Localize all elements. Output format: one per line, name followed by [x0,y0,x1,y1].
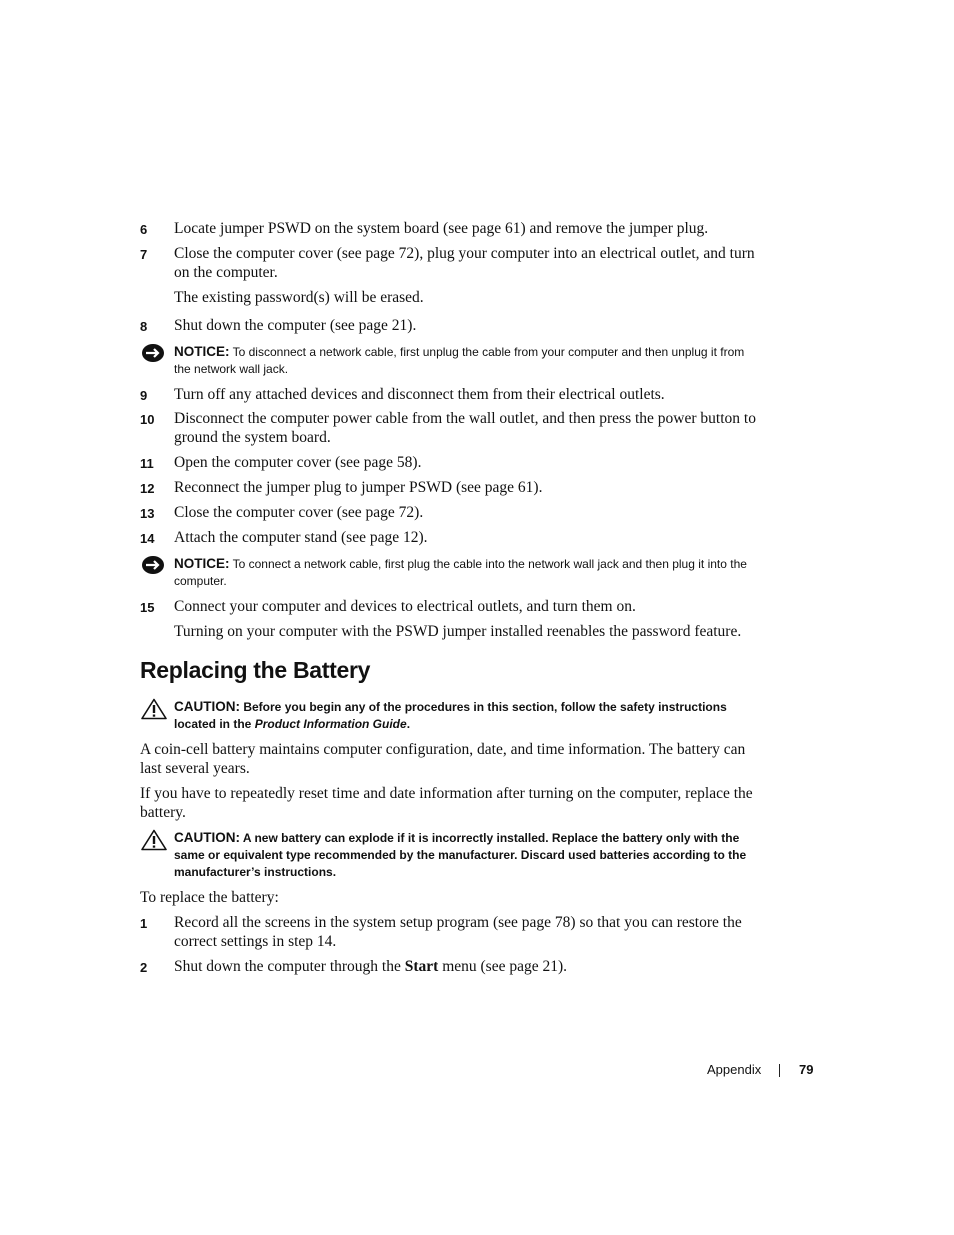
footer-divider [779,1064,780,1077]
step-number: 2 [140,960,148,975]
step-number: 7 [140,247,148,262]
notice-icon [141,555,167,575]
step-text: Disconnect the computer power cable from the wall outlet, and then press the power button to ground the system board. [174,410,756,446]
section-heading: Replacing the Battery [140,657,371,683]
step-15-note: Turning on your computer with the PSWD jumper installed reenables the password feature. [174,623,742,640]
caution-warning-icon [141,698,167,720]
step-text: Locate jumper PSWD on the system board (see page 61) and remove the jumper plug. [174,220,709,237]
step-number: 12 [140,481,155,496]
notice-box [140,343,760,378]
notice-text: To disconnect a network cable, first unplug the cable from your computer and then unplug it from the network wall jack. [174,345,745,376]
caution-text: Before you begin any of the procedures in this section, follow the safety instructions located in the [174,700,727,731]
step-number: 14 [140,531,155,546]
caution-box [140,698,760,733]
step-12 [140,478,760,497]
step-text: Open the computer cover (see page 58). [174,454,422,471]
notice-label: NOTICE: [174,556,230,571]
caution-box [140,829,760,881]
step-13 [140,503,760,522]
step-number: 11 [140,456,154,471]
paragraph: If you have to repeatedly reset time and date information after turning on the computer, replace the battery. [140,785,753,821]
caution-label: CAUTION: [174,699,240,714]
step-8 [140,316,760,335]
step-text: Record all the screens in the system setup program (see page 78) so that you can restore the correct settings in step 14. [174,914,742,950]
step-10 [140,409,760,447]
step-text: Reconnect the jumper plug to jumper PSWD (see page 61). [174,479,543,496]
step-text: Close the computer cover (see page 72). [174,504,424,521]
caution-guide-title: Product Information Guide [254,717,407,731]
step-15 [140,597,760,616]
start-menu-term: Start [404,958,439,975]
step-text-end: menu (see page 21). [442,958,568,975]
step-number: 10 [140,412,155,427]
caution-label: CAUTION: [174,830,240,845]
paragraph: To replace the battery: [140,889,279,906]
step-number: 1 [140,916,148,931]
battery-step-1 [140,913,760,951]
battery-step-2 [140,957,760,976]
step-text: Attach the computer stand (see page 12). [174,529,428,546]
paragraph: A coin-cell battery maintains computer configuration, date, and time information. The battery can last several years. [140,741,746,777]
step-number: 9 [140,388,148,403]
step-text: Connect your computer and devices to electrical outlets, and turn them on. [174,598,636,615]
step-text: Close the computer cover (see page 72), plug your computer into an electrical outlet, and turn on the computer. [174,245,755,281]
caution-text: A new battery can explode if it is incorrectly installed. Replace the battery only with the same or equivalent type recommended by the manufacturer. Discard used batteries according to the manufacturer’s instructions. [174,831,747,879]
step-number: 13 [140,506,155,521]
page-number: 79 [799,1062,814,1077]
caution-text-end: . [406,717,411,731]
step-number: 6 [140,222,148,237]
step-text: Shut down the computer (see page 21). [174,317,417,334]
notice-box [140,555,760,590]
step-text: Shut down the computer through the [174,958,401,975]
step-9 [140,385,760,404]
step-number: 8 [140,319,148,334]
footer-section: Appendix [707,1062,762,1077]
step-6 [140,219,760,238]
step-7 [140,244,760,282]
step-11 [140,453,760,472]
step-text: Turn off any attached devices and disconnect them from their electrical outlets. [174,386,665,403]
caution-warning-icon [141,829,167,851]
step-14 [140,528,760,547]
notice-label: NOTICE: [174,344,230,359]
notice-text: To connect a network cable, first plug the cable into the network wall jack and then plug it into the computer. [174,557,747,588]
step-number: 15 [140,600,155,615]
notice-icon [141,343,167,363]
step-7-note: The existing password(s) will be erased. [174,289,424,306]
